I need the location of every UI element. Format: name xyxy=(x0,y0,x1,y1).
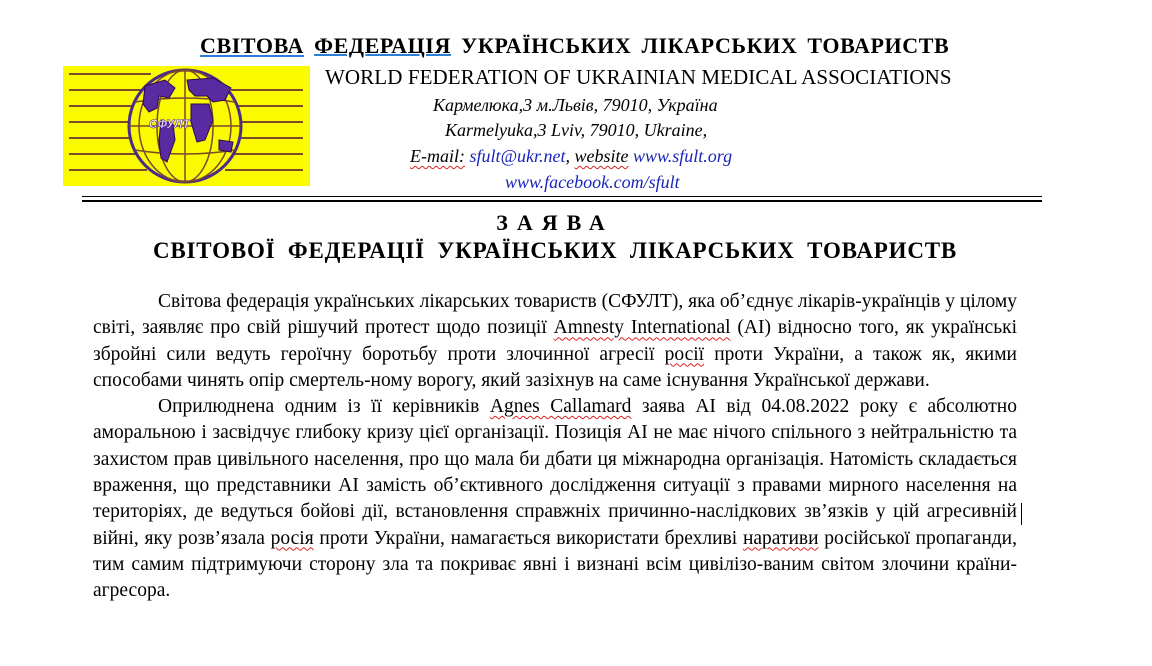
globe-logo-icon xyxy=(63,66,310,186)
p2-text-c: заява AI від 04.08.2022 року є абсолютно аморальною і засвідчує глибоку кризу цієї організації. Позиція AI не має нічого спільного з нейтральністю та захистом прав цивільного населення, про що мала би дбати ця міжнародна організація. Натомість складається враження, що представники AI замість об’єктивного дослідження ситуації з правами мирного населення на територіях, де ведуться бойові дії, встановлення справжніх причинно-наслідкових зв’язків у цій агресивній війні, яку розв’язала xyxy=(93,396,1017,549)
header-rule-thick xyxy=(82,200,1042,202)
header-rule-thin xyxy=(82,196,1042,197)
address-ukrainian-text: Кармелюка,3 м.Львів, 79010, Україна xyxy=(433,95,718,115)
p1-russia: росії xyxy=(664,343,705,365)
federation-logo xyxy=(63,66,310,186)
org-name-ukrainian xyxy=(200,33,949,59)
p2-russia: росія xyxy=(270,527,314,549)
p1-text-a: Світова федерація українських лікарських товариств (СФУЛТ), яка об’єднує лікарів-українців у цілому світі, заявляє про свій рішучий протест щодо позиції xyxy=(93,291,1017,339)
paragraph-2 xyxy=(93,394,1017,604)
p2-text-e: проти України, намагається використати брехливі xyxy=(313,527,743,549)
p1-text-e: проти України, а також як, якими способами чинять опір смертель-ному ворогу, який зазіхнув на саме існування Української держави. xyxy=(93,343,1017,391)
p2-narratives: наративи xyxy=(742,527,819,549)
p1-text-c: (AI) відносно того, як українські збройні сили ведуть героїчну боротьбу проти злочинної агресії xyxy=(93,317,1017,365)
p1-amnesty: Amnesty International xyxy=(553,317,731,339)
p2-text-g: російської пропаганди, тим самим підтримуючи сторону зла та покриває явні і визнані всім цивілізо-ваним світом злочини країни-агресора. xyxy=(93,527,1017,602)
document-title: ЗАЯВА xyxy=(496,210,614,235)
website-link[interactable]: www.sfult.org xyxy=(633,146,733,166)
org-name-rest: УКРАЇНСЬКИХ ЛІКАРСЬКИХ ТОВАРИСТВ xyxy=(461,33,950,58)
p2-text-a: Оприлюднена одним із її керівників xyxy=(158,396,490,418)
logo-text: СФУЛТ xyxy=(149,117,190,131)
address-ukrainian xyxy=(433,95,718,116)
email-link[interactable]: sfult@ukr.net xyxy=(469,146,566,166)
paragraph-1 xyxy=(93,289,1017,394)
facebook-link[interactable]: www.facebook.com/sfult xyxy=(505,172,680,192)
contact-line: E-mail: sfult@ukr.net, website www.sfult.org xyxy=(410,146,733,166)
org-name-english: WORLD FEDERATION OF UKRAINIAN MEDICAL ASSOCIATIONS xyxy=(325,65,952,89)
document-subtitle: СВІТОВОЇ ФЕДЕРАЦІЇ УКРАЇНСЬКИХ ЛІКАРСЬКИХ ТОВАРИСТВ xyxy=(152,238,958,263)
org-name-word-2: ФЕДЕРАЦІЯ xyxy=(314,33,451,58)
statement-body xyxy=(93,289,1017,605)
org-name-word-1: СВІТОВА xyxy=(200,33,304,58)
address-english: Karmelyuka,3 Lviv, 79010, Ukraine, xyxy=(445,120,708,140)
p2-callamard: Agnes Callamard xyxy=(489,396,632,418)
website-label: website xyxy=(574,146,629,166)
text-cursor xyxy=(1021,503,1022,525)
email-label: E-mail: xyxy=(410,146,465,166)
